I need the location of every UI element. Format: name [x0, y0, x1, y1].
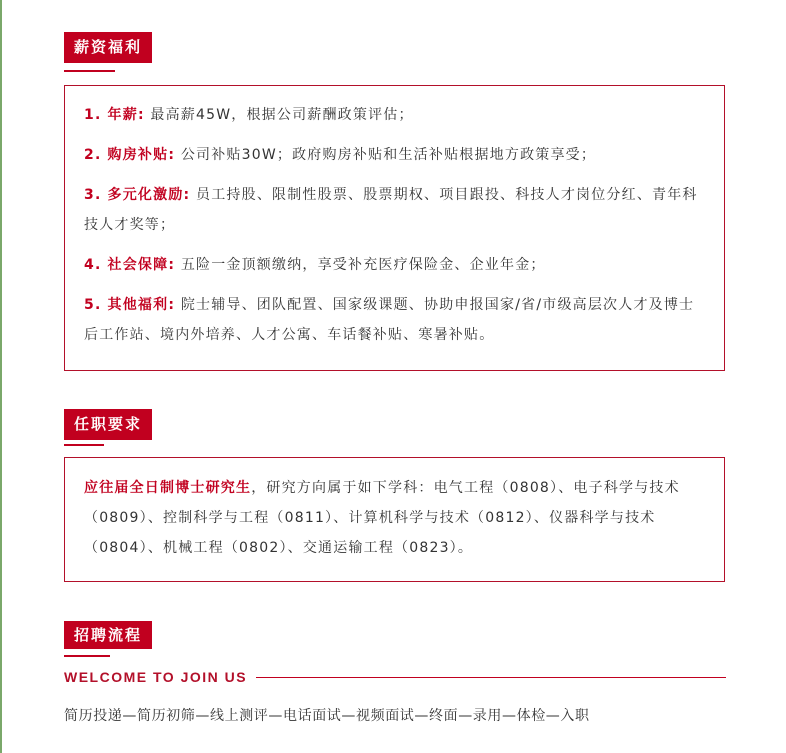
benefit-text: 五险一金顶额缴纳，享受补充医疗保险金、企业年金；	[180, 257, 546, 273]
benefit-label: 1. 年薪	[84, 107, 138, 123]
requirements-highlight: 应往届全日制博士研究生	[84, 480, 252, 496]
left-border-line	[0, 0, 2, 753]
benefits-section-title: 薪资福利	[64, 32, 152, 63]
benefit-text: 院士辅导、团队配置、国家级课题、协助申报国家/省/市级高层次人才及博士后工作站、境内外培养、人才公寓、车话餐补贴、寒暑补贴。	[84, 297, 695, 343]
benefit-label: 2. 购房补贴	[84, 147, 169, 163]
benefit-item-salary: 1. 年薪: 最高薪45W，根据公司薪酬政策评估；	[84, 107, 414, 123]
benefit-item-housing: 2. 购房补贴: 公司补贴30W；政府购房补贴和生活补贴根据地方政策享受；	[84, 147, 597, 163]
benefit-item-insurance: 4. 社会保障: 五险一金顶额缴纳，享受补充医疗保险金、企业年金；	[84, 257, 546, 273]
benefit-label: 3. 多元化激励	[84, 187, 184, 203]
welcome-heading: WELCOME TO JOIN US	[64, 669, 248, 685]
benefit-text: 最高薪45W，根据公司薪酬政策评估；	[150, 107, 414, 123]
process-title-underline	[64, 655, 110, 657]
benefit-item-other: 5. 其他福利: 院士辅导、团队配置、国家级课题、协助申报国家/省/市级高层次人才及博士后工作站、境内外培养、人才公寓、车话餐补贴、寒暑补贴。	[84, 297, 695, 343]
requirements-body: ，研究方向属于如下学科：电气工程（0808）、电子科学与技术（0809）、控制科学与工程（0811）、计算机科学与技术（0812）、仪器科学与技术（0804）、机械工程（0802）、交通运输工程（0823）。	[84, 480, 680, 556]
benefit-text: 员工持股、限制性股票、股票期权、项目跟投、科技人才岗位分红、青年科技人才奖等；	[84, 187, 698, 233]
benefit-label: 4. 社会保障	[84, 257, 169, 273]
process-section-title: 招聘流程	[64, 621, 152, 649]
requirements-text	[84, 473, 709, 563]
process-steps: 简历投递—简历初筛—线上测评—电话面试—视频面试—终面—录用—体检—入职	[64, 708, 590, 724]
welcome-divider-line	[256, 677, 726, 678]
requirements-section-title: 任职要求	[64, 409, 152, 440]
benefits-title-underline	[64, 70, 115, 72]
benefit-label: 5. 其他福利	[84, 297, 169, 313]
requirements-title-underline	[64, 444, 104, 446]
benefit-text: 公司补贴30W；政府购房补贴和生活补贴根据地方政策享受；	[180, 147, 597, 163]
benefit-item-incentives: 3. 多元化激励: 员工持股、限制性股票、股票期权、项目跟投、科技人才岗位分红、青年科技人才奖等；	[84, 187, 698, 233]
